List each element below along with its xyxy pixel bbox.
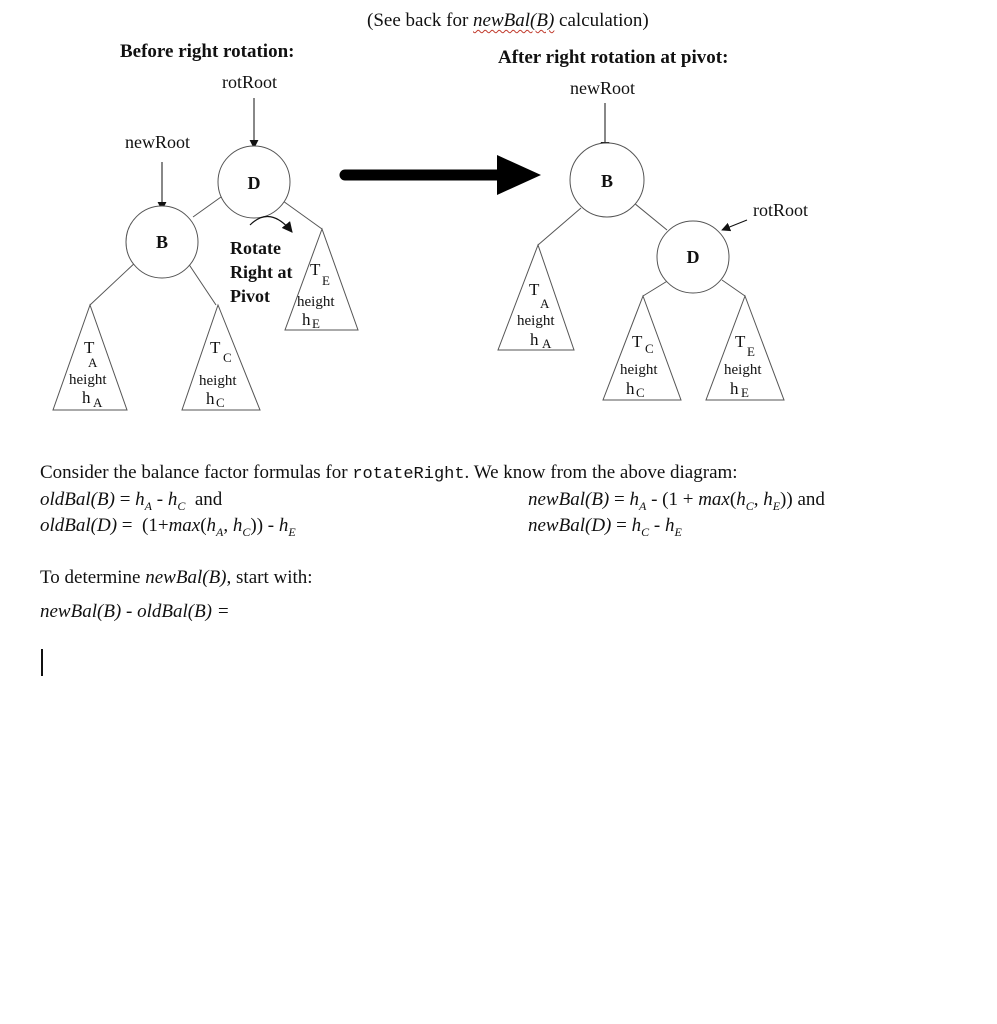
before-ta-h: h	[82, 388, 91, 407]
before-subtree-c	[182, 305, 260, 410]
before-tc-h-sub: C	[216, 395, 225, 410]
after-edge-d-te	[722, 280, 745, 296]
before-node-d-label: D	[247, 173, 261, 193]
after-te-h: h	[730, 379, 739, 398]
before-tc-sub: C	[223, 350, 232, 365]
after-te-name: T	[735, 332, 746, 351]
after-rotroot-arrow	[722, 220, 747, 230]
before-title: Before right rotation:	[120, 41, 295, 62]
equation-line[interactable]	[40, 601, 230, 623]
determine-line	[40, 567, 313, 589]
after-tc-sub: C	[645, 341, 654, 356]
before-te-h: h	[302, 310, 311, 329]
after-node-d	[657, 221, 729, 293]
edge-b-ta	[90, 260, 138, 305]
rotate-line-2: Right at	[230, 262, 293, 282]
text-cursor[interactable]	[41, 649, 43, 676]
after-subtree-a	[498, 245, 574, 351]
intro-suffix: . We know from the above diagram:	[464, 462, 738, 483]
after-node-b-label: B	[600, 171, 614, 191]
rotate-line-1: Rotate	[230, 238, 281, 258]
after-ta-h-sub: A	[542, 336, 552, 351]
rotate-line-3: Pivot	[230, 286, 270, 306]
intro-prefix: Consider the balance factor formulas for	[40, 462, 353, 483]
after-rotroot-label: rotRoot	[753, 200, 809, 220]
before-tc-name: T	[210, 338, 221, 357]
before-rotroot-label: rotRoot	[222, 72, 278, 92]
before-ta-h-sub: A	[93, 395, 103, 410]
before-te-name: T	[310, 260, 321, 279]
rotation-diagram	[0, 0, 997, 440]
determine-suffix: , start with:	[226, 567, 313, 588]
after-ta-h: h	[530, 330, 539, 349]
edge-b-tc	[186, 260, 216, 305]
after-ta-height: height	[517, 313, 555, 329]
before-ta-name: T	[84, 338, 95, 357]
before-node-b	[126, 206, 198, 278]
new-bal-d: newBal(D) = $h_C - h_E$	[528, 515, 682, 539]
before-te-sub: E	[322, 273, 330, 288]
before-ta-sub: A	[88, 355, 98, 370]
after-edge-b-ta	[538, 208, 581, 245]
after-subtree-e	[706, 296, 784, 400]
transition-arrow	[345, 155, 541, 195]
after-subtree-c	[603, 296, 681, 400]
header-note-prefix: (See back for	[367, 10, 474, 31]
old-bal-b: oldBal(B) = $h_A - h_C$ and	[40, 489, 223, 513]
after-tc-name: T	[632, 332, 643, 351]
before-node-b-label: B	[155, 232, 169, 252]
after-ta-name: T	[529, 280, 540, 299]
after-te-height: height	[724, 362, 762, 378]
header-note-emphasis: newBal(B)	[473, 10, 555, 31]
after-te-sub: E	[747, 344, 755, 359]
before-newroot-label: newRoot	[125, 132, 190, 152]
edge-d-b	[193, 197, 221, 217]
after-edge-d-tc	[643, 280, 669, 296]
after-tc-h: h	[626, 379, 635, 398]
old-bal-d: oldBal(D) = ($1+\max(h_A$, $h_C)) - h_E$	[40, 515, 296, 539]
after-node-d-label: D	[686, 247, 700, 267]
before-subtree-e	[285, 229, 358, 331]
determine-emph: newBal(B)	[145, 567, 227, 588]
after-te-h-sub: E	[741, 385, 749, 400]
after-tc-height: height	[620, 362, 658, 378]
determine-prefix: To determine	[40, 567, 146, 588]
before-ta-height: height	[69, 372, 107, 388]
before-node-d	[218, 146, 290, 218]
before-te-height: height	[297, 294, 335, 310]
before-subtree-a	[53, 305, 127, 410]
before-te-h-sub: E	[312, 316, 320, 331]
before-tc-height: height	[199, 373, 237, 389]
before-tc-h: h	[206, 389, 215, 408]
after-node-b	[570, 143, 644, 217]
new-bal-b: newBal(B) = $h_A - (1 + \max(h_C$, $h_E$)) and	[528, 489, 825, 513]
header-note-suffix: calculation)	[554, 10, 649, 31]
rotate-curved-arrow	[250, 216, 292, 232]
equation-text: newBal(B) - oldBal(B) =	[40, 601, 230, 622]
after-newroot-label: newRoot	[570, 78, 635, 98]
after-tc-h-sub: C	[636, 385, 645, 400]
intro-line	[40, 462, 738, 486]
after-edge-b-d	[634, 203, 667, 230]
after-title: After right rotation at pivot:	[498, 47, 729, 68]
after-ta-sub: A	[540, 296, 550, 311]
edge-d-te	[283, 201, 322, 229]
intro-code: rotateRight	[352, 465, 465, 484]
